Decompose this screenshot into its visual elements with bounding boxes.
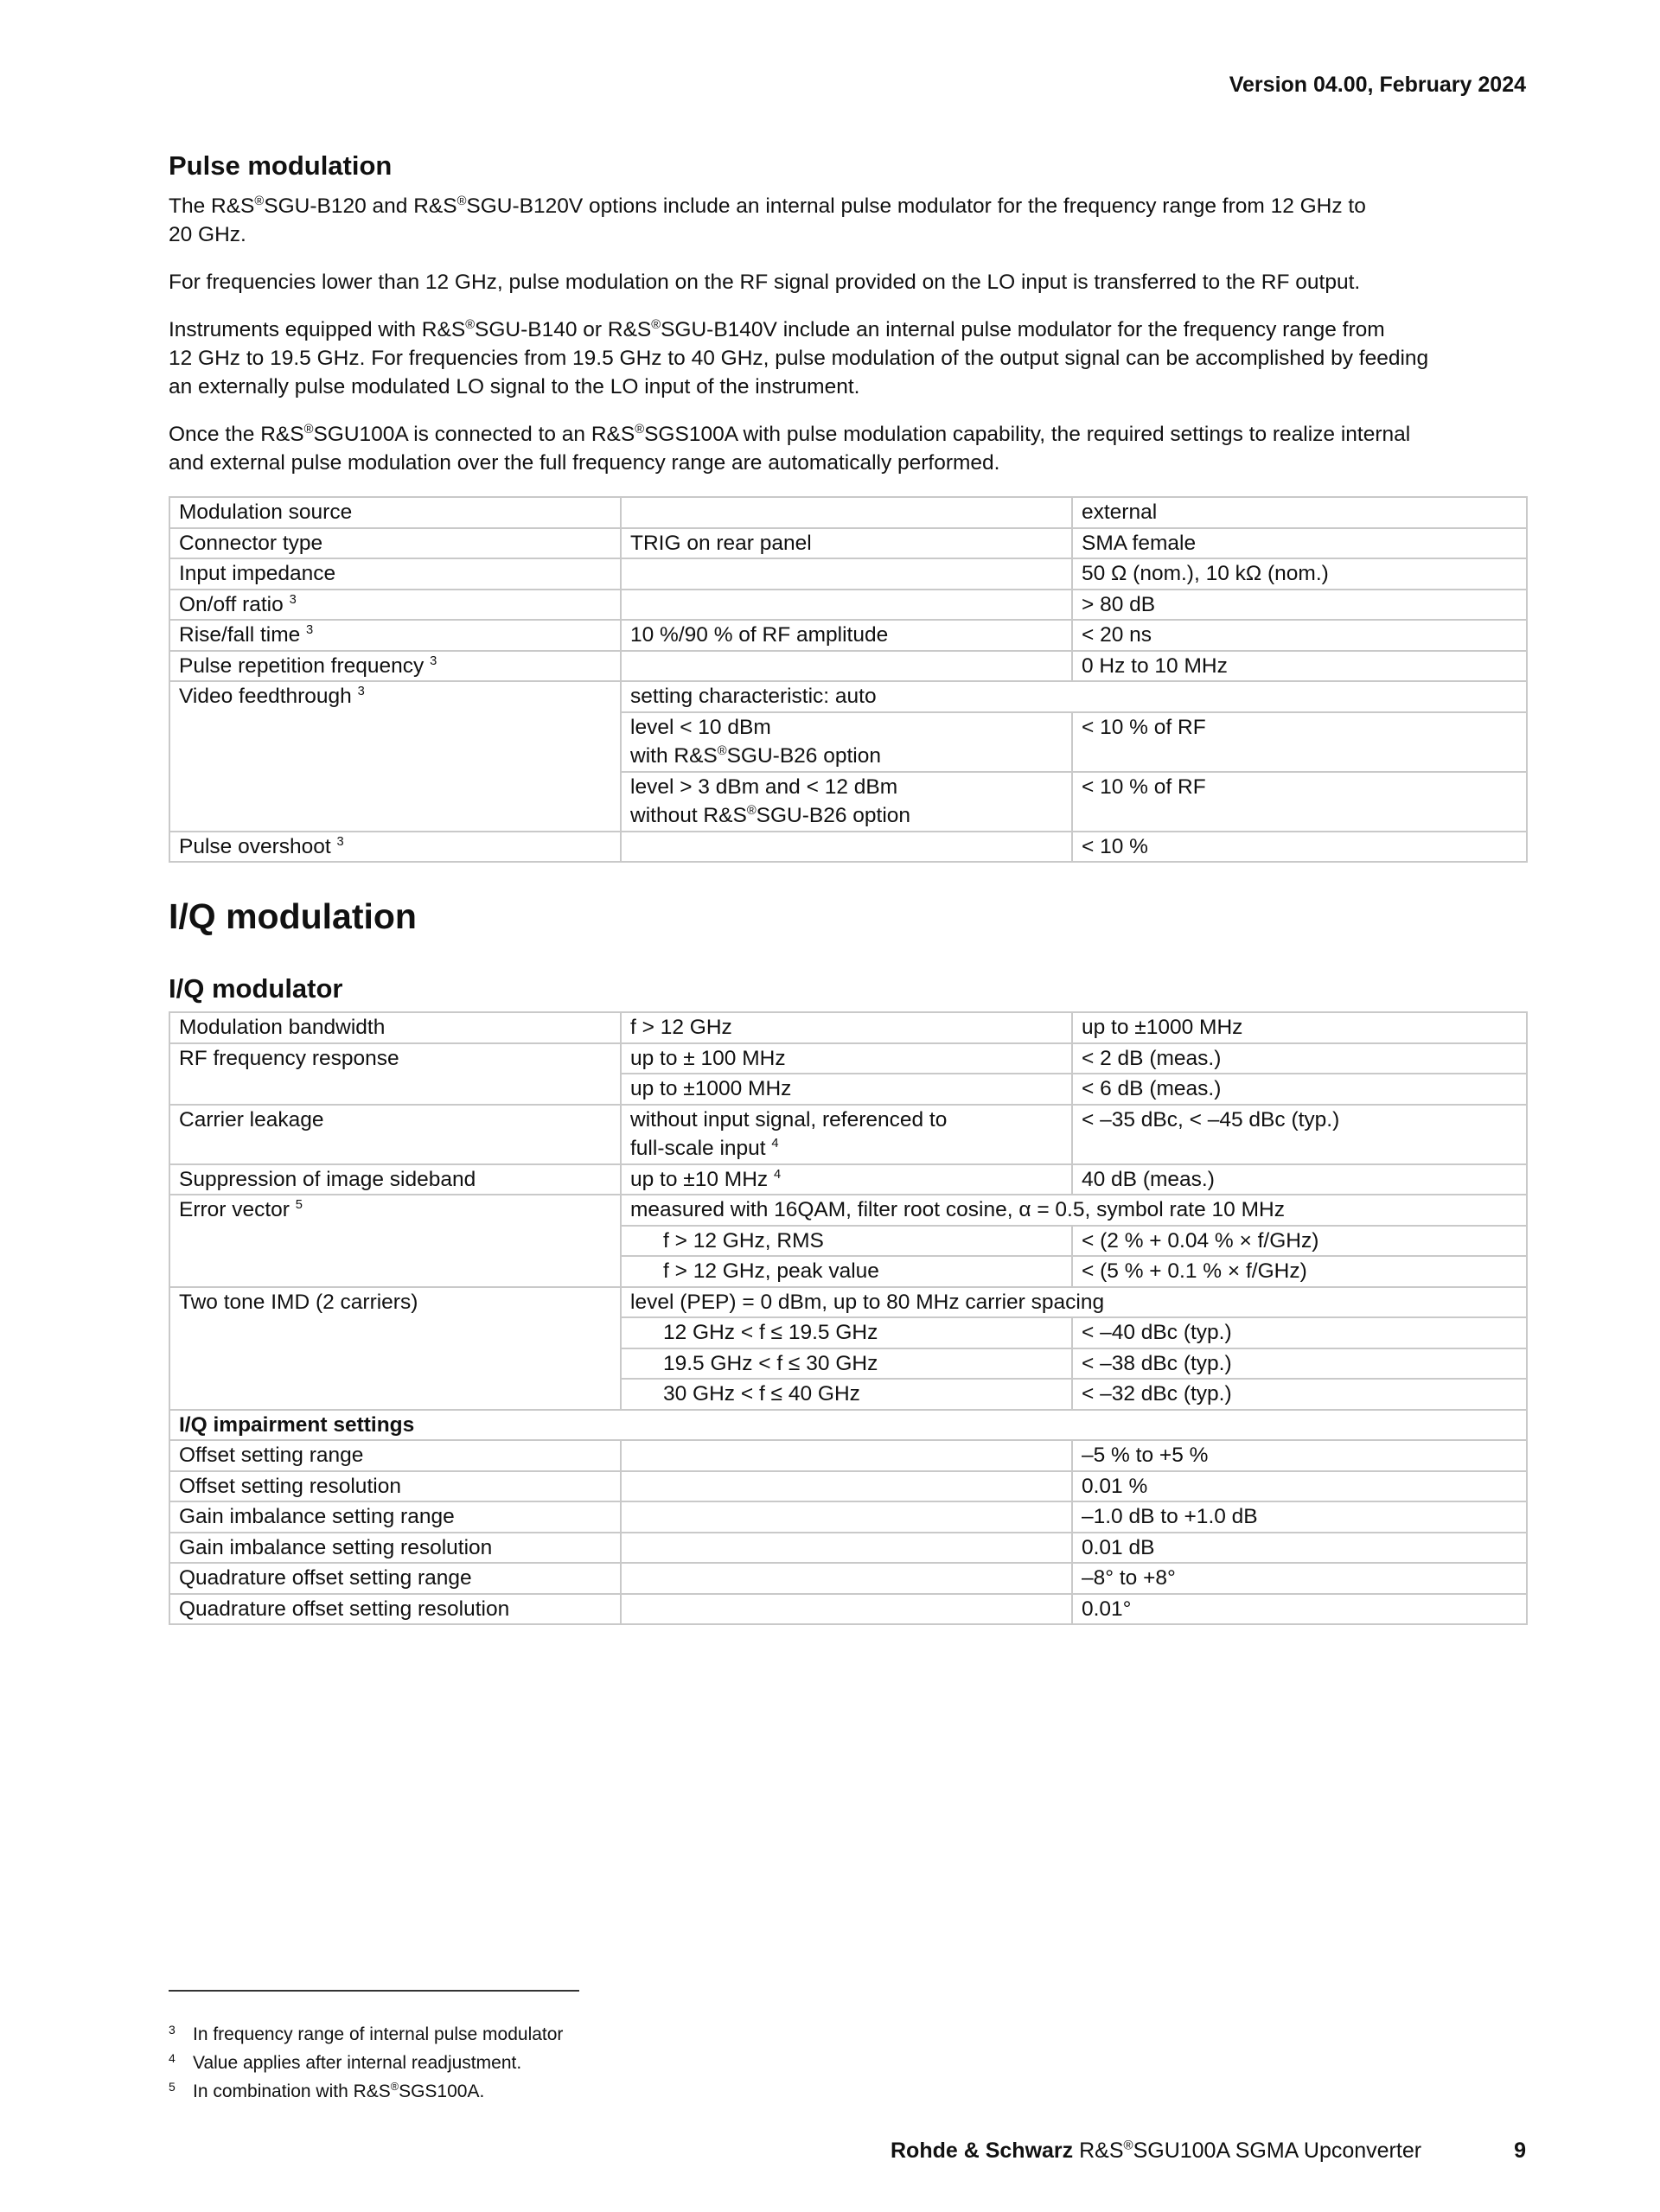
spec-label: Offset setting resolution	[169, 1471, 621, 1502]
spec-label: Gain imbalance setting range	[169, 1501, 621, 1533]
table-row	[169, 528, 1527, 559]
spec-condition	[621, 1164, 1072, 1195]
text: SGU-B26 option	[756, 804, 911, 827]
table-row	[169, 1195, 1527, 1226]
spec-value: < –35 dBc, < –45 dBc (typ.)	[1072, 1105, 1527, 1164]
registered-mark: ®	[1123, 2138, 1133, 2153]
brand-name: Rohde & Schwarz	[891, 2139, 1074, 2163]
footnote-ref: 3	[289, 592, 297, 607]
table-row	[169, 1440, 1527, 1471]
spec-label: RF frequency response	[169, 1043, 621, 1105]
table-row	[169, 832, 1527, 863]
footnote-4	[169, 2049, 563, 2077]
footnote-number: 5	[169, 2080, 176, 2094]
paragraph-lower-frequencies: For frequencies lower than 12 GHz, pulse modulation on the RF signal provided on the LO input is transferred to the RF output.	[169, 271, 1361, 294]
spec-condition	[621, 1533, 1072, 1564]
spec-label: Carrier leakage	[169, 1105, 621, 1164]
spec-label: Gain imbalance setting resolution	[169, 1533, 621, 1564]
spec-label: Connector type	[169, 528, 621, 559]
table-row	[169, 1563, 1527, 1594]
spec-condition: 10 %/90 % of RF amplitude	[621, 620, 1072, 651]
footnote-ref: 4	[773, 1167, 782, 1182]
footer-product	[891, 2139, 1421, 2164]
registered-mark: ®	[746, 803, 757, 818]
registered-mark: ®	[717, 743, 727, 758]
spec-value: up to ±1000 MHz	[1072, 1012, 1527, 1043]
spec-value: < 10 % of RF	[1072, 712, 1527, 772]
spec-condition	[621, 1471, 1072, 1502]
page-content	[169, 149, 1526, 1625]
spec-value: 0.01°	[1072, 1594, 1527, 1625]
spec-value: 40 dB (meas.)	[1072, 1164, 1527, 1195]
footnote-ref: 3	[357, 684, 365, 698]
spec-value: –1.0 dB to +1.0 dB	[1072, 1501, 1527, 1533]
footnotes	[169, 2020, 563, 2106]
spec-condition: f > 12 GHz, RMS	[621, 1226, 1072, 1257]
spec-value: < (5 % + 0.1 % × f/GHz)	[1072, 1256, 1527, 1287]
spec-value: < –38 dBc (typ.)	[1072, 1348, 1527, 1380]
label-text: Rise/fall time	[179, 623, 301, 647]
label-text: On/off ratio	[179, 592, 284, 616]
spec-value: 0.01 dB	[1072, 1533, 1527, 1564]
spec-condition	[621, 832, 1072, 863]
table-group-heading: I/Q impairment settings	[169, 1410, 1527, 1441]
spec-label: Modulation bandwidth	[169, 1012, 621, 1043]
text: 20 GHz.	[169, 223, 246, 246]
spec-condition: f > 12 GHz	[621, 1012, 1072, 1043]
registered-mark: ®	[635, 422, 645, 437]
footnote-ref: 3	[306, 622, 314, 637]
text: SGS100A with pulse modulation capability, the required settings to realize internal	[644, 423, 1411, 446]
spec-label: Two tone IMD (2 carriers)	[169, 1287, 621, 1410]
table-row	[169, 497, 1527, 528]
text: without input signal, referenced to	[630, 1107, 948, 1131]
footnote-text: Value applies after internal readjustment.	[193, 2053, 522, 2073]
text: SGU-B120V options include an internal pulse modulator for the frequency range from 12 GHz to	[466, 194, 1366, 218]
footnote-divider	[169, 1990, 579, 1992]
version-label: Version 04.00, February 2024	[1229, 73, 1526, 97]
spec-value: –5 % to +5 %	[1072, 1440, 1527, 1471]
registered-mark: ®	[254, 194, 265, 208]
text: SGU-B120 and R&S	[264, 194, 457, 218]
registered-mark: ®	[465, 317, 476, 332]
text: In combination with R&S	[193, 2081, 391, 2101]
spec-condition: up to ±1000 MHz	[621, 1074, 1072, 1105]
spec-value: 50 Ω (nom.), 10 kΩ (nom.)	[1072, 558, 1527, 590]
table-row	[169, 558, 1527, 590]
table-row	[169, 620, 1527, 651]
text: SGS100A.	[399, 2081, 485, 2101]
text: Instruments equipped with R&S	[169, 318, 466, 341]
text: The R&S	[169, 194, 255, 218]
spec-condition	[621, 1501, 1072, 1533]
table-row	[169, 590, 1527, 621]
label-text: Pulse overshoot	[179, 834, 331, 858]
chapter-title-iq-modulation: I/Q modulation	[169, 896, 417, 936]
spec-condition: 12 GHz < f ≤ 19.5 GHz	[621, 1317, 1072, 1348]
paragraph-pulse-options	[169, 192, 1526, 249]
spec-condition	[621, 1440, 1072, 1471]
footnote-number: 3	[169, 2023, 176, 2037]
section-title-pulse-modulation: Pulse modulation	[169, 150, 393, 181]
spec-value: SMA female	[1072, 528, 1527, 559]
table-row	[169, 1501, 1527, 1533]
spec-value: < 10 % of RF	[1072, 772, 1527, 832]
table-row	[169, 1164, 1527, 1195]
table-row	[169, 1471, 1527, 1502]
table-row	[169, 1105, 1527, 1164]
page-footer	[891, 2139, 1526, 2164]
footnote-5	[169, 2077, 563, 2106]
spec-condition: f > 12 GHz, peak value	[621, 1256, 1072, 1287]
spec-value: > 80 dB	[1072, 590, 1527, 621]
section-title-iq-modulator: I/Q modulator	[169, 973, 343, 1004]
spec-label	[169, 1195, 621, 1287]
spec-value: < 6 dB (meas.)	[1072, 1074, 1527, 1105]
spec-value: –8° to +8°	[1072, 1563, 1527, 1594]
footnote-ref: 4	[771, 1136, 779, 1151]
footnote-number: 4	[169, 2051, 176, 2065]
footnote-3	[169, 2020, 563, 2049]
registered-mark: ®	[651, 317, 661, 332]
spec-condition-header: level (PEP) = 0 dBm, up to 80 MHz carrier spacing	[621, 1287, 1527, 1318]
spec-condition	[621, 558, 1072, 590]
spec-condition	[621, 1594, 1072, 1625]
spec-condition	[621, 651, 1072, 682]
table-row	[169, 1043, 1527, 1074]
text: up to ±10 MHz	[630, 1167, 769, 1191]
pulse-modulation-spec-table	[169, 496, 1528, 863]
text: R&S	[1073, 2139, 1124, 2163]
footnote-ref: 5	[295, 1197, 303, 1212]
spec-label: Input impedance	[169, 558, 621, 590]
spec-label: Suppression of image sideband	[169, 1164, 621, 1195]
text: level < 10 dBm	[630, 715, 771, 739]
spec-condition	[621, 1105, 1072, 1164]
text: with R&S	[630, 744, 718, 768]
footnote-text	[193, 2077, 484, 2106]
spec-condition: 30 GHz < f ≤ 40 GHz	[621, 1379, 1072, 1410]
spec-value: external	[1072, 497, 1527, 528]
page-number: 9	[1514, 2139, 1526, 2163]
spec-label: Quadrature offset setting range	[169, 1563, 621, 1594]
spec-condition	[621, 772, 1072, 832]
text: SGU-B140 or R&S	[475, 318, 652, 341]
spec-condition	[621, 590, 1072, 621]
spec-condition: up to ± 100 MHz	[621, 1043, 1072, 1074]
text: level > 3 dBm and < 12 dBm	[630, 775, 898, 799]
text: and external pulse modulation over the full frequency range are automatically performed.	[169, 451, 1000, 475]
text: SGU-B26 option	[726, 744, 881, 768]
text: SGU100A SGMA Upconverter	[1133, 2139, 1422, 2163]
iq-modulator-spec-table	[169, 1011, 1528, 1625]
text: without R&S	[630, 804, 747, 827]
spec-label: Offset setting range	[169, 1440, 621, 1471]
spec-value: 0.01 %	[1072, 1471, 1527, 1502]
paragraph-b140-instruments	[169, 316, 1526, 401]
table-row	[169, 1533, 1527, 1564]
spec-value: < (2 % + 0.04 % × f/GHz)	[1072, 1226, 1527, 1257]
table-row	[169, 1287, 1527, 1318]
spec-value: < 10 %	[1072, 832, 1527, 863]
spec-label	[169, 651, 621, 682]
footnote-ref: 3	[336, 834, 344, 849]
text: SGU-B140V include an internal pulse modulator for the frequency range from	[661, 318, 1385, 341]
table-row	[169, 1594, 1527, 1625]
footnote-ref: 3	[430, 653, 437, 668]
spec-value: < –40 dBc (typ.)	[1072, 1317, 1527, 1348]
spec-value: 0 Hz to 10 MHz	[1072, 651, 1527, 682]
paragraph-sgs100a-connection	[169, 420, 1526, 477]
spec-value: < 20 ns	[1072, 620, 1527, 651]
table-row	[169, 1410, 1527, 1441]
table-row	[169, 1012, 1527, 1043]
table-row	[169, 651, 1527, 682]
spec-condition	[621, 497, 1072, 528]
label-text: Error vector	[179, 1198, 290, 1221]
spec-label: Modulation source	[169, 497, 621, 528]
text: 12 GHz to 19.5 GHz. For frequencies from 19.5 GHz to 40 GHz, pulse modulation of the output signal can be accomplished by feeding	[169, 347, 1429, 370]
label-text: Video feedthrough	[179, 685, 352, 708]
spec-label	[169, 681, 621, 832]
footnote-text: In frequency range of internal pulse modulator	[193, 2024, 564, 2044]
spec-condition-header: setting characteristic: auto	[621, 681, 1527, 712]
spec-label	[169, 620, 621, 651]
registered-mark: ®	[303, 422, 314, 437]
text: an externally pulse modulated LO signal to the LO input of the instrument.	[169, 375, 860, 398]
text: full-scale input	[630, 1137, 766, 1160]
spec-value: < 2 dB (meas.)	[1072, 1043, 1527, 1074]
spec-label	[169, 832, 621, 863]
spec-condition	[621, 1563, 1072, 1594]
spec-condition: TRIG on rear panel	[621, 528, 1072, 559]
text: SGU100A is connected to an R&S	[313, 423, 635, 446]
registered-mark: ®	[390, 2081, 399, 2093]
label-text: Pulse repetition frequency	[179, 653, 425, 678]
spec-condition	[621, 712, 1072, 772]
spec-condition: 19.5 GHz < f ≤ 30 GHz	[621, 1348, 1072, 1380]
spec-condition-header: measured with 16QAM, filter root cosine, α = 0.5, symbol rate 10 MHz	[621, 1195, 1527, 1226]
spec-label	[169, 590, 621, 621]
spec-label: Quadrature offset setting resolution	[169, 1594, 621, 1625]
table-row	[169, 681, 1527, 712]
spec-value: < –32 dBc (typ.)	[1072, 1379, 1527, 1410]
text: Once the R&S	[169, 423, 304, 446]
registered-mark: ®	[456, 194, 467, 208]
